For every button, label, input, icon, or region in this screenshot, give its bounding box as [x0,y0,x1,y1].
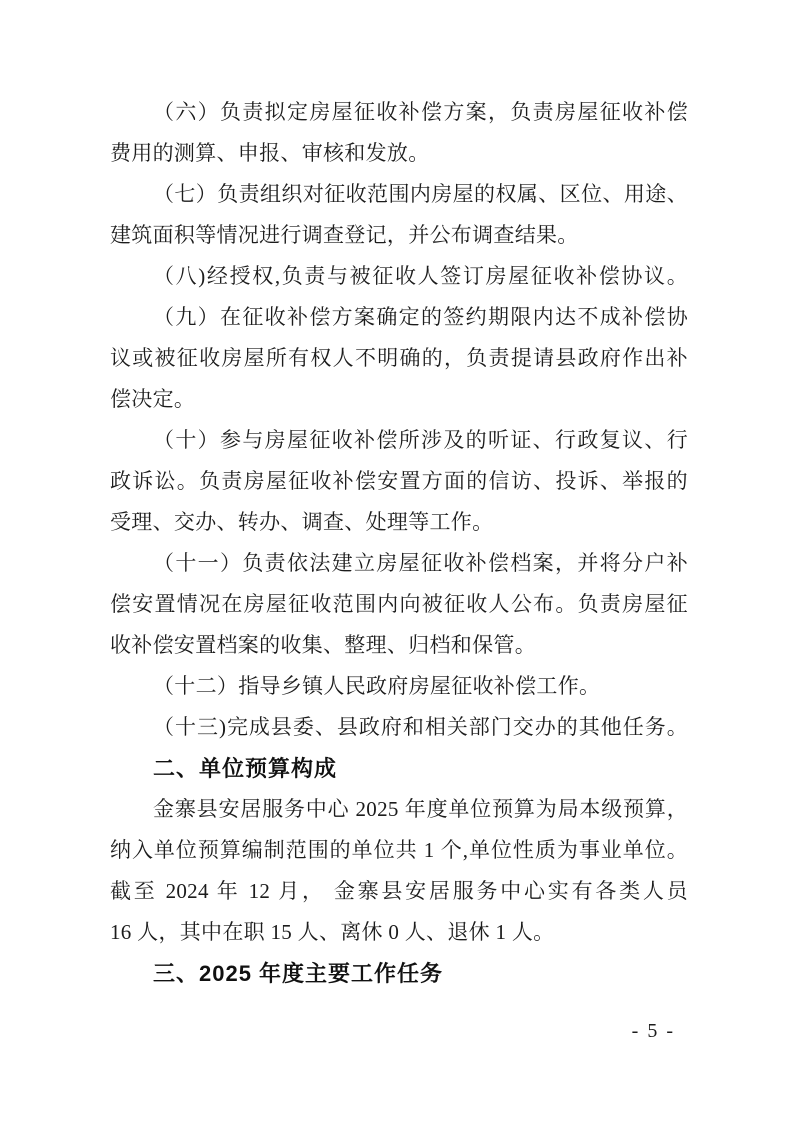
text-line: （六）负责拟定房屋征收补偿方案，负责房屋征收补偿 [153,100,688,124]
text-line: 建筑面积等情况进行调查登记，并公布调查结果。 [110,223,579,247]
text-line: （七）负责组织对征收范围内房屋的权属、区位、用途、 [153,182,688,206]
section-heading: 二、单位预算构成 [153,756,338,781]
text-line: 偿决定。 [110,387,196,411]
text-line: （十三)完成县委、县政府和相关部门交办的其他任务。 [153,715,688,739]
text-line: （十二）指导乡镇人民政府房屋征收补偿工作。 [153,674,601,698]
text-line: 受理、交办、转办、调查、处理等工作。 [110,510,494,534]
text-line: 纳入单位预算编制范围的单位共 1 个,单位性质为事业单位。 [110,838,688,862]
section-heading: 三、2025 年度主要工作任务 [153,961,444,986]
text-line: 政诉讼。负责房屋征收补偿安置方面的信访、投诉、举报的 [110,469,688,493]
page-number: - 5 - [631,1020,675,1042]
text-line: 收补偿安置档案的收集、整理、归档和保管。 [110,633,536,657]
text-line: （八)经授权,负责与被征收人签订房屋征收补偿协议。 [153,264,688,288]
text-line: 金寨县安居服务中心 2025 年度单位预算为局本级预算， [153,797,688,821]
text-line: 费用的测算、申报、审核和发放。 [110,141,430,165]
text-line: 16 人，其中在职 15 人、离休 0 人、退休 1 人。 [110,920,555,944]
text-line: （九）在征收补偿方案确定的签约期限内达不成补偿协 [153,305,688,329]
text-line: （十）参与房屋征收补偿所涉及的听证、行政复议、行 [153,428,688,452]
text-line: 偿安置情况在房屋征收范围内向被征收人公布。负责房屋征 [110,592,688,616]
text-line: 议或被征收房屋所有权人不明确的，负责提请县政府作出补 [110,346,688,370]
text-line: （十一）负责依法建立房屋征收补偿档案，并将分户补 [153,551,688,575]
text-line: 截至 2024 年 12 月， 金寨县安居服务中心实有各类人员 [110,879,688,903]
document-body [110,92,688,994]
